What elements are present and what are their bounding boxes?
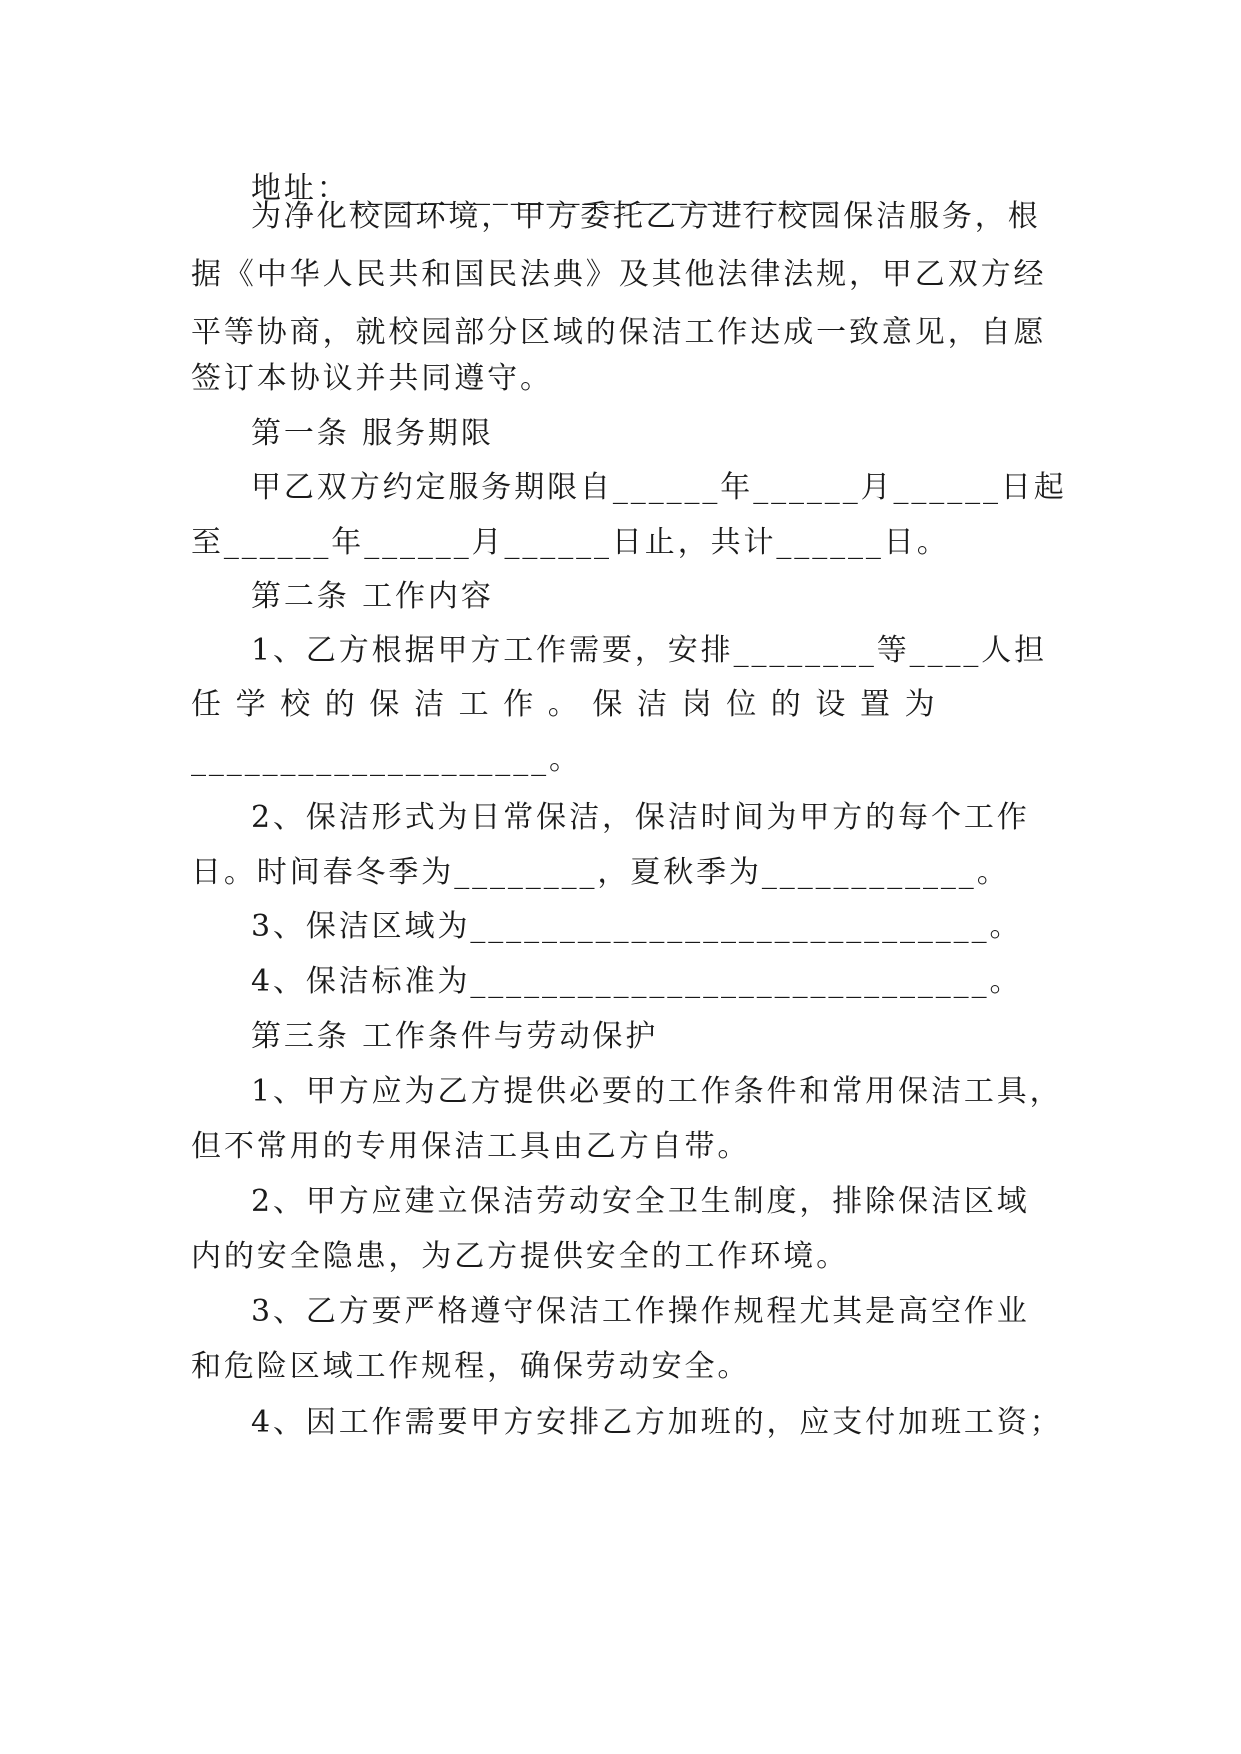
- article-3-item-3-line-1: 3、乙方要严格遵守保洁工作操作规程尤其是高空作业: [251, 1294, 1030, 1329]
- article-2-item-4: 4、保洁标准为_____________________________。: [251, 964, 1023, 999]
- article-2-heading: 第二条 工作内容: [251, 579, 494, 614]
- article-1-line-2: 至______年______月______日止，共计______日。: [191, 525, 950, 560]
- preamble-line-3: 平等协商，就校园部分区域的保洁工作达成一致意见，自愿: [191, 315, 1047, 350]
- article-3-heading: 第三条 工作条件与劳动保护: [251, 1019, 659, 1054]
- preamble-line-1: 为净化校园环境，甲方委托乙方进行校园保洁服务，根: [251, 199, 1041, 234]
- article-3-item-3-line-2: 和危险区域工作规程，确保劳动安全。: [191, 1349, 751, 1384]
- preamble-line-4: 签订本协议并共同遵守。: [191, 361, 553, 396]
- article-2-item-3: 3、保洁区域为_____________________________。: [251, 909, 1023, 944]
- article-2-item-1-line-2: 任学校的保洁工作。保洁岗位的设置为: [191, 687, 950, 722]
- article-3-item-2-line-2: 内的安全隐患，为乙方提供安全的工作环境。: [191, 1239, 849, 1274]
- article-3-item-1-line-2: 但不常用的专用保洁工具由乙方自带。: [191, 1129, 751, 1164]
- article-3-item-1-line-1: 1、甲方应为乙方提供必要的工作条件和常用保洁工具，: [251, 1074, 1063, 1109]
- article-1-heading: 第一条 服务期限: [251, 416, 494, 451]
- article-1-line-1: 甲乙双方约定服务期限自______年______月______日起: [251, 470, 1067, 505]
- article-2-item-1-line-1: 1、乙方根据甲方工作需要，安排________等____人担: [251, 633, 1048, 668]
- article-3-item-2-line-1: 2、甲方应建立保洁劳动安全卫生制度，排除保洁区域: [251, 1184, 1030, 1219]
- preamble-line-2: 据《中华人民共和国民法典》及其他法律法规，甲乙双方经: [191, 257, 1047, 292]
- article-3-item-4-line-1: 4、因工作需要甲方安排乙方加班的，应支付加班工资；: [251, 1405, 1063, 1440]
- article-2-item-2-line-1: 2、保洁形式为日常保洁，保洁时间为甲方的每个工作: [251, 800, 1030, 835]
- article-2-item-2-line-2: 日。时间春冬季为________，夏秋季为____________。: [191, 855, 1010, 890]
- article-2-item-1-line-3: ____________________。: [191, 742, 582, 777]
- address-line: 地址：___________________________: [251, 171, 833, 206]
